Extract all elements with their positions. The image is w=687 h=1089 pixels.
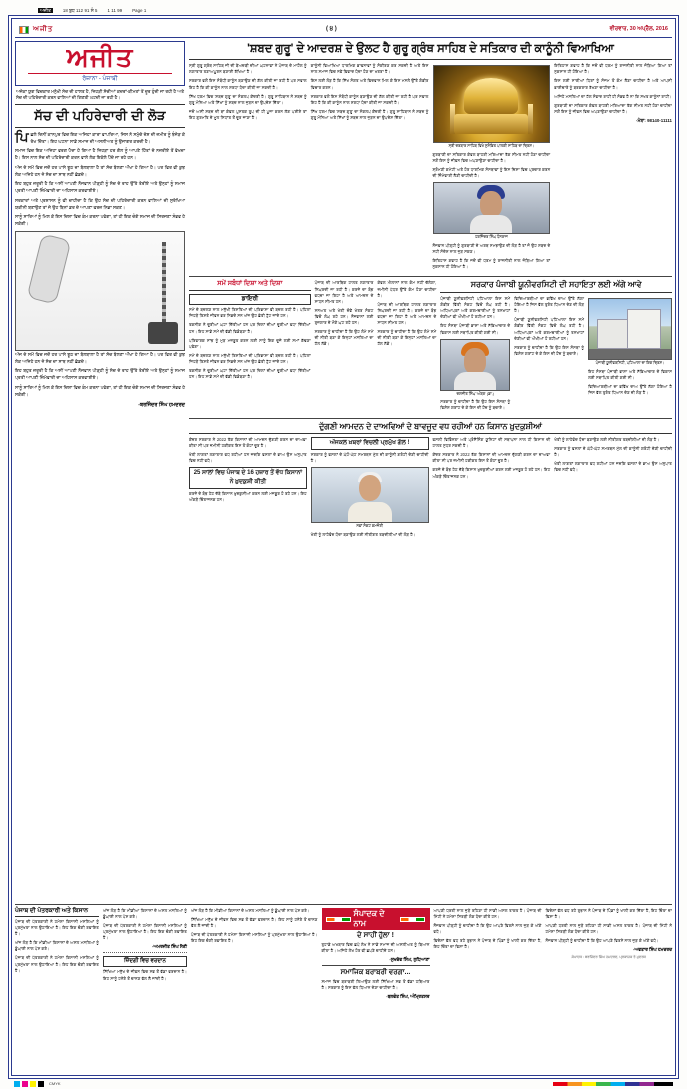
bottom-col-5 <box>434 908 542 1072</box>
farmer-leader-caption: ਨਵਾਂ ਸੰਕਟ ਕਮਜ਼ੋਰੀ <box>356 523 383 528</box>
farmer-col-3 <box>433 437 551 541</box>
diary-title: ਸਮੇਂ ਸਬੰਧਾਂ ਦਿਸ਼ਾ ਅਤੇ ਦਿਸ਼ਾ <box>189 280 311 291</box>
univ-c1-p0: ਪੰਜਾਬੀ ਯੂਨੀਵਰਸਿਟੀ ਪਟਿਆਲਾ ਇਸ ਸਮੇਂ ਗੰਭੀਰ ਵਿੱਤੀ ਸੰਕਟ ਵਿਚੋਂ ਲੰਘ ਰਹੀ ਹੈ। ਅਧਿਆਪਕਾਂ ਅਤੇ ਕਰਮਚਾਰੀਆਂ ਨੂੰ ਤਨਖਾਹਾਂ ਦੇਣੀਆਂ ਵੀ ਔਖੀਆਂ ਹੋ ਰਹੀਆਂ ਹਨ। <box>440 296 511 320</box>
farm-c1-p0: ਕੇਂਦਰ ਸਰਕਾਰ ਨੇ 2022 ਤੱਕ ਕਿਸਾਨਾਂ ਦੀ ਆਮਦਨ ਦੁੱਗਣੀ ਕਰਨ ਦਾ ਦਾਅਵਾ ਕੀਤਾ ਸੀ ਪਰ ਜ਼ਮੀਨੀ ਹਕੀਕਤ ਇਸ ਤੋਂ ਕੋਹਾਂ ਦੂਰ ਹੈ। <box>189 437 307 449</box>
bottom-right-byline: -ਅਵਤਾਰ ਸਿੰਘ ਹਮਦਰਦ <box>633 947 672 953</box>
bottom-col-1 <box>15 908 99 1072</box>
bottom-col-2 <box>103 908 187 1072</box>
farmer-subbox-title: ਅੱਜਕਲ ਖ਼ਬਰਾਂ ਵਿਚਲੀ ਪ੍ਰਮੁੱਖ ਗੱਲ ! <box>311 437 429 450</box>
golden-palki-photo <box>433 65 551 143</box>
b6-p0: ਵਿਦੇਸ਼ਾਂ ਵੱਲ ਵਧ ਰਹੇ ਰੁਝਾਨ ਨੇ ਪੰਜਾਬ ਦੇ ਪਿੰਡਾਂ ਨੂੰ ਖਾਲੀ ਕਰ ਦਿੱਤਾ ਹੈ, ਇਹ ਚਿੰਤਾ ਦਾ ਵਿਸ਼ਾ ਹੈ। <box>545 908 672 920</box>
india-flag-icon <box>19 26 29 34</box>
farmer-col-4 <box>554 437 672 541</box>
bottom-section <box>15 904 672 1072</box>
diary-p1: ਤਕਨੀਕ ਨੇ ਦੂਰੀਆਂ ਘਟਾ ਦਿੱਤੀਆਂ ਹਨ ਪਰ ਦਿਲਾਂ ਦੀਆਂ ਦੂਰੀਆਂ ਵਧਾ ਦਿੱਤੀਆਂ ਹਨ। ਇਹ ਸਾਡੇ ਸਮੇਂ ਦੀ ਵੱਡੀ ਵਿਡੰਬਣਾ ਹੈ। <box>189 322 311 334</box>
editorial-cont-para-1: ਇਹ ਬਹੁਤ ਜ਼ਰੂਰੀ ਹੈ ਕਿ ਅਸੀਂ ਆਪਣੀ ਨੌਜਵਾਨ ਪੀੜ੍ਹੀ ਨੂੰ ਸੱਚ ਦੇ ਰਾਹ ਉੱਤੇ ਤੋਰੀਏ ਅਤੇ ਉਨ੍ਹਾਂ ਨੂੰ ਸਮਾਜ ਪ੍ਰਤੀ ਆਪਣੀ ਜ਼ਿੰਮੇਵਾਰੀ ਦਾ ਅਹਿਸਾਸ ਕਰਵਾਈਏ। <box>15 368 185 381</box>
diary-kicker: ਡਾਇਰੀ <box>189 294 311 305</box>
lead-story <box>189 41 672 273</box>
lead-col-2 <box>311 63 429 273</box>
lead-c2-p3: ਸਿੱਖ ਧਰਮ ਵਿਚ 'ਸ਼ਬਦ ਗੁਰੂ' ਦਾ ਸੰਕਲਪ ਕੇਂਦਰੀ ਹੈ। ਗੁਰੂ ਸਾਹਿਬਾਨ ਨੇ ਸ਼ਬਦ ਨੂੰ ਗੁਰੂ ਮੰਨਿਆ ਅਤੇ ਸਿੱਖਾਂ ਨੂੰ ਸ਼ਬਦ ਨਾਲ ਜੁੜਨ ਦਾ ਉਪਦੇਸ਼ ਦਿੱਤਾ। <box>310 108 429 120</box>
b6-p2: ਨੌਜਵਾਨ ਪੀੜ੍ਹੀ ਨੂੰ ਚਾਹੀਦਾ ਹੈ ਕਿ ਉਹ ਆਪਣੇ ਵਿਰਸੇ ਨਾਲ ਜੁੜ ਕੇ ਅੱਗੇ ਵਧੇ। <box>545 938 659 944</box>
bottom-col-3 <box>191 908 318 1072</box>
university-building-photo <box>588 298 672 360</box>
editorial-signature: -ਬਰਜਿੰਦਰ ਸਿੰਘ ਹਮਦਰਦ <box>138 402 185 409</box>
lead-columns <box>189 63 672 273</box>
univ-c1-p2: ਸਰਕਾਰ ਨੂੰ ਚਾਹੀਦਾ ਹੈ ਕਿ ਉਹ ਇਸ ਸੰਸਥਾ ਨੂੰ ਵਿਸ਼ੇਸ਼ ਗਰਾਂਟ ਦੇ ਕੇ ਇਸ ਦੀ ਹੋਂਦ ਨੂੰ ਬਚਾਏ। <box>440 399 511 411</box>
lead-end-credit: -ਮੋਬਾ: 98140-11111 <box>636 117 672 123</box>
editorial-cont-para-2: ਸਾਨੂੰ ਸਾਰਿਆਂ ਨੂੰ ਮਿਲ ਕੇ ਇਸ ਦਿਸ਼ਾ ਵਿਚ ਕੰਮ ਕਰਨਾ ਪਵੇਗਾ, ਤਾਂ ਹੀ ਇਕ ਚੰਗੇ ਸਮਾਜ ਦੀ ਸਿਰਜਣਾ ਸੰਭਵ ਹੋ ਸਕੇਗੀ। <box>15 384 185 397</box>
handcuff-illustration-photo <box>15 231 185 351</box>
farm-c2-p0: ਸਰਕਾਰ ਨੂੰ ਫਸਲਾਂ ਦੇ ਘੱਟੋ-ਘੱਟ ਸਮਰਥਨ ਮੁੱਲ ਦੀ ਕਾਨੂੰਨੀ ਗਰੰਟੀ ਦੇਣੀ ਚਾਹੀਦੀ ਹੈ। <box>310 451 429 463</box>
farmer-col-1 <box>189 437 307 541</box>
print-header-seg-0: 18 ਬੁਧ 112 91 ਸੰ 5 <box>62 8 98 13</box>
committee-author-portrait <box>440 339 510 391</box>
page-number: ( ੪ ) <box>326 26 337 32</box>
university-title: ਸਰਕਾਰ ਪੰਜਾਬੀ ਯੂਨੀਵਰਸਿਟੀ ਦੀ ਸਹਾਇਤਾ ਲਈ ਅੱਗੇ ਆਵੇ <box>440 280 672 293</box>
logo-rule <box>28 73 172 74</box>
print-header-name: ਅਜੀਤ <box>40 8 51 13</box>
lead-c2-p1: ਇਸ ਲਈ ਲੋੜ ਹੈ ਕਿ ਸਿੱਖ ਸੰਗਤ ਅਤੇ ਵਿਦਵਾਨ ਮਿਲ ਕੇ ਇਸ ਮਸਲੇ ਉੱਤੇ ਗੰਭੀਰ ਵਿਚਾਰ ਕਰਨ। <box>310 78 429 90</box>
leader-portrait-photo <box>311 467 429 523</box>
editorial-body <box>15 128 185 228</box>
econ-c1-p1: ਸਨਅਤ ਅਤੇ ਖੇਤੀ ਦੋਵੇਂ ਖੇਤਰ ਸੰਕਟ ਵਿਚੋਂ ਲੰਘ ਰਹੇ ਹਨ। ਨੌਜਵਾਨਾਂ ਲਈ ਰੁਜ਼ਗਾਰ ਦੇ ਮੌਕੇ ਘਟ ਰਹੇ ਹਨ। <box>314 307 374 325</box>
farmer-col-2 <box>311 437 429 541</box>
masthead-center-tag: ਅਜੀਤ <box>33 25 54 33</box>
letters-section <box>322 908 430 1072</box>
lead-headline: 'ਸ਼ਬਦ ਗੁਰੂ' ਦੇ ਆਦਰਸ਼ ਦੇ ਉਲਟ ਹੈ ਗੁਰੂ ਗ੍ਰੰਥ ਸਾਹਿਬ ਦੇ ਸਤਿਕਾਰ ਦੀ ਕਾਨੂੰਨੀ ਵਿਆਖਿਆ <box>189 41 672 60</box>
letter-1-title: ਦੇ ਸਾਹੀਂ ਹੁੱਲਾ ! <box>357 932 394 939</box>
diary-article <box>189 280 311 414</box>
univ-c1-p1: ਇਹ ਸੰਸਥਾ ਪੰਜਾਬੀ ਭਾਸ਼ਾ ਅਤੇ ਸੱਭਿਆਚਾਰ ਦੇ ਵਿਕਾਸ ਲਈ ਸਥਾਪਿਤ ਕੀਤੀ ਗਈ ਸੀ। <box>440 323 511 335</box>
farm-c1-p1: ਖੇਤੀ ਲਾਗਤਾਂ ਲਗਾਤਾਰ ਵਧ ਰਹੀਆਂ ਹਨ ਜਦਕਿ ਫਸਲਾਂ ਦੇ ਭਾਅ ਉਸ ਅਨੁਪਾਤ ਵਿਚ ਨਹੀਂ ਵਧੇ। <box>189 452 307 464</box>
univ-col-2 <box>514 296 584 414</box>
economy-col-2 <box>377 280 436 414</box>
b5-p2: ਵਿਦੇਸ਼ਾਂ ਵੱਲ ਵਧ ਰਹੇ ਰੁਝਾਨ ਨੇ ਪੰਜਾਬ ਦੇ ਪਿੰਡਾਂ ਨੂੰ ਖਾਲੀ ਕਰ ਦਿੱਤਾ ਹੈ, ਇਹ ਚਿੰਤਾ ਦਾ ਵਿਸ਼ਾ ਹੈ। <box>433 938 542 950</box>
lead-c1-p2: ਸਿੱਖ ਧਰਮ ਵਿਚ 'ਸ਼ਬਦ ਗੁਰੂ' ਦਾ ਸੰਕਲਪ ਕੇਂਦਰੀ ਹੈ। ਗੁਰੂ ਸਾਹਿਬਾਨ ਨੇ ਸ਼ਬਦ ਨੂੰ ਗੁਰੂ ਮੰਨਿਆ ਅਤੇ ਸਿੱਖਾਂ ਨੂੰ ਸ਼ਬਦ ਨਾਲ ਜੁੜਨ ਦਾ ਉਪਦੇਸ਼ ਦਿੱਤਾ। <box>189 93 307 105</box>
editorial-para-3: ਇਹ ਬਹੁਤ ਜ਼ਰੂਰੀ ਹੈ ਕਿ ਅਸੀਂ ਆਪਣੀ ਨੌਜਵਾਨ ਪੀੜ੍ਹੀ ਨੂੰ ਸੱਚ ਦੇ ਰਾਹ ਉੱਤੇ ਤੋਰੀਏ ਅਤੇ ਉਨ੍ਹਾਂ ਨੂੰ ਸਮਾਜ ਪ੍ਰਤੀ ਆਪਣੀ ਜ਼ਿੰਮੇਵਾਰੀ ਦਾ ਅਹਿਸਾਸ ਕਰਵਾਈਏ। <box>15 181 185 194</box>
cmyk-label: CMYK <box>49 1081 61 1086</box>
letter-1-body: ਤੁਹਾਡੇ ਅਖਬਾਰ ਵਿਚ ਛਪੇ ਲੇਖ ਨੇ ਸਾਡੇ ਸਮਾਜ ਦੀ ਅਸਲੀਅਤ ਨੂੰ ਬਿਆਨ ਕੀਤਾ ਹੈ। ਅਜਿਹੇ ਲੇਖ ਹੋਰ ਵੀ ਛਪਣੇ ਚਾਹੀਦੇ ਹਨ। <box>321 942 430 954</box>
cmyk-registration-bar <box>14 1081 61 1087</box>
b3-p2: ਪੰਜਾਬ ਦੀ ਪੱਤਰਕਾਰੀ ਨੇ ਹਮੇਸ਼ਾ ਕਿਸਾਨੀ ਮਸਲਿਆਂ ਨੂੰ ਪ੍ਰਮੁੱਖਤਾ ਨਾਲ ਉਠਾਇਆ ਹੈ। ਇਹ ਇਕ ਚੰਗੀ ਰਵਾਇਤ ਹੈ। <box>191 932 318 944</box>
lead-c3-p2: ਨੌਜਵਾਨ ਪੀੜ੍ਹੀ ਨੂੰ ਗੁਰਬਾਣੀ ਦੇ ਅਰਥ ਸਮਝਾਉਣ ਦੀ ਲੋੜ ਹੈ ਤਾਂ ਜੋ ਉਹ ਸ਼ਬਦ ਦੇ ਸਹੀ ਸੰਦੇਸ਼ ਨਾਲ ਜੁੜ ਸਕਣ। <box>432 243 551 255</box>
farm-c4-p0: ਖੇਤੀ ਨੂੰ ਲਾਹੇਵੰਦ ਧੰਦਾ ਬਣਾਉਣ ਲਈ ਨੀਤੀਗਤ ਤਬਦੀਲੀਆਂ ਦੀ ਲੋੜ ਹੈ। <box>554 437 660 443</box>
lead-c4-p0: ਇਤਿਹਾਸ ਗਵਾਹ ਹੈ ਕਿ ਜਦੋਂ ਵੀ ਧਰਮ ਨੂੰ ਰਾਜਨੀਤੀ ਨਾਲ ਜੋੜਿਆ ਗਿਆ ਤਾਂ ਨੁਕਸਾਨ ਹੀ ਹੋਇਆ ਹੈ। <box>554 63 672 75</box>
print-header-strip <box>8 6 679 15</box>
lead-author-caption: ਹਰਜਿੰਦਰ ਸਿੰਘ ਧੰਨਰਾਜ <box>475 235 508 240</box>
b5-p0: ਆਪਣੀ ਧਰਤੀ ਨਾਲ ਜੁੜੇ ਰਹਿਣਾ ਹੀ ਸਾਡੀ ਅਸਲ ਤਾਕਤ ਹੈ। ਪੰਜਾਬ ਦੀ ਮਿੱਟੀ ਨੇ ਹਮੇਸ਼ਾ ਸਿਰੜੀ ਲੋਕ ਪੈਦਾ ਕੀਤੇ ਹਨ। <box>433 908 542 920</box>
diary-p0: ਸਮੇਂ ਦੇ ਬਦਲਣ ਨਾਲ ਮਨੁੱਖੀ ਰਿਸ਼ਤਿਆਂ ਦੀ ਪਰਿਭਾਸ਼ਾ ਵੀ ਬਦਲ ਰਹੀ ਹੈ। ਪਹਿਲਾਂ ਜਿਹੜੇ ਰਿਸ਼ਤੇ ਜੀਵਨ ਭਰ ਨਿਭਦੇ ਸਨ ਅੱਜ ਉਹ ਛੇਤੀ ਟੁੱਟ ਜਾਂਦੇ ਹਨ। <box>189 307 311 319</box>
letter-2-title: ਸਮਾਜਿਕ ਬਰਾਬਰੀ ਵਰਗਾ... <box>340 969 411 977</box>
economy-col-1 <box>315 280 374 414</box>
divider-2 <box>189 418 672 419</box>
letter-2-sign: -ਬਲਵੰਤ ਸਿੰਘ, ਅੰਮ੍ਰਿਤਸਰ <box>386 994 430 1000</box>
economy-article <box>315 280 437 414</box>
econ-c2-p0: ਕੇਵਲ ਐਲਾਨਾਂ ਨਾਲ ਕੰਮ ਨਹੀਂ ਚੱਲੇਗਾ, ਜ਼ਮੀਨੀ ਪੱਧਰ ਉੱਤੇ ਕੰਮ ਹੋਣਾ ਚਾਹੀਦਾ ਹੈ। <box>377 280 437 298</box>
masthead-bar <box>15 22 672 38</box>
bl-p2: ਪੰਜਾਬ ਦੀ ਪੱਤਰਕਾਰੀ ਨੇ ਹਮੇਸ਼ਾ ਕਿਸਾਨੀ ਮਸਲਿਆਂ ਨੂੰ ਪ੍ਰਮੁੱਖਤਾ ਨਾਲ ਉਠਾਇਆ ਹੈ। ਇਹ ਇਕ ਚੰਗੀ ਰਵਾਇਤ ਹੈ। <box>15 955 99 973</box>
flag-bar-icon-2 <box>400 917 425 922</box>
bottom-divider-dotted <box>103 952 187 953</box>
lead-c3-p1: ਸ਼੍ਰੋਮਣੀ ਕਮੇਟੀ ਅਤੇ ਹੋਰ ਧਾਰਮਿਕ ਸੰਸਥਾਵਾਂ ਨੂੰ ਇਸ ਦਿਸ਼ਾ ਵਿਚ ਪ੍ਰਚਾਰ ਕਰਨ ਦੀ ਜ਼ਿੰਮੇਵਾਰੀ ਲੈਣੀ ਚਾਹੀਦੀ ਹੈ। <box>432 167 551 179</box>
lead-c3-p0: ਗੁਰਬਾਣੀ ਦਾ ਸਤਿਕਾਰ ਕੇਵਲ ਬਾਹਰੀ ਮਰਿਆਦਾ ਤੱਕ ਸੀਮਤ ਨਹੀਂ ਹੋਣਾ ਚਾਹੀਦਾ ਸਗੋਂ ਇਸ ਨੂੰ ਜੀਵਨ ਵਿਚ ਅਪਣਾਉਣਾ ਚਾਹੀਦਾ ਹੈ। <box>432 151 551 164</box>
bottom-col-6 <box>546 908 673 1072</box>
farm-c3-p2: ਕਰਜ਼ੇ ਦੇ ਬੋਝ ਹੇਠ ਦੱਬੇ ਕਿਸਾਨ ਖ਼ੁਦਕੁਸ਼ੀਆਂ ਕਰਨ ਲਈ ਮਜਬੂਰ ਹੋ ਰਹੇ ਹਨ। ਇਹ ਅੰਕੜੇ ਚਿੰਤਾਜਨਕ ਹਨ। <box>432 467 551 479</box>
farm-c4-p1: ਸਰਕਾਰ ਨੂੰ ਫਸਲਾਂ ਦੇ ਘੱਟੋ-ਘੱਟ ਸਮਰਥਨ ਮੁੱਲ ਦੀ ਕਾਨੂੰਨੀ ਗਰੰਟੀ ਦੇਣੀ ਚਾਹੀਦੀ ਹੈ। <box>554 446 672 458</box>
editorial-para-0: ਪਿਛਲੇ ਦਿਨੀਂ ਕਾਨਪੁਰ ਵਿਚ ਇਕ ਅਜਿਹਾ ਕਾਰਾ ਵਾਪਰਿਆ, ਜਿਸ ਨੇ ਸਮੁੱਚੇ ਦੇਸ਼ ਦੀ ਜ਼ਮੀਰ ਨੂੰ ਝੰਜੋੜ ਕੇ ਰੱਖ ਦਿੱਤਾ। ਇਹ ਘਟਨਾ ਸਾਡੇ ਸਮਾਜ ਦੀ ਅਸਲੀਅਤ ਨੂੰ ਉਜਾਗਰ ਕਰਦੀ ਹੈ। <box>15 128 185 145</box>
lead-col-3 <box>433 63 551 273</box>
b3-p1: ਸਿੱਖਿਆ ਮਨੁੱਖ ਦੇ ਜੀਵਨ ਵਿਚ ਸਭ ਤੋਂ ਵੱਡਾ ਵਰਦਾਨ ਹੈ। ਇਹ ਸਾਨੂੰ ਹਨੇਰੇ ਤੋਂ ਚਾਨਣ ਵੱਲ ਲੈ ਜਾਂਦੀ ਹੈ। <box>191 917 318 929</box>
b5-p1: ਨੌਜਵਾਨ ਪੀੜ੍ਹੀ ਨੂੰ ਚਾਹੀਦਾ ਹੈ ਕਿ ਉਹ ਆਪਣੇ ਵਿਰਸੇ ਨਾਲ ਜੁੜ ਕੇ ਅੱਗੇ ਵਧੇ। <box>433 923 542 935</box>
lead-c2-p2: ਸਰਕਾਰ ਵਲੋਂ ਇਸ ਸੰਬੰਧੀ ਕਾਨੂੰਨ ਬਣਾਉਣ ਦੀ ਗੱਲ ਕੀਤੀ ਜਾ ਰਹੀ ਹੈ ਪਰ ਸਵਾਲ ਇਹ ਹੈ ਕਿ ਕੀ ਕਾਨੂੰਨ ਨਾਲ ਸ਼ਰਧਾ ਪੈਦਾ ਕੀਤੀ ਜਾ ਸਕਦੀ ਹੈ। <box>310 93 429 105</box>
univ-c2-p1: ਪੰਜਾਬੀ ਯੂਨੀਵਰਸਿਟੀ ਪਟਿਆਲਾ ਇਸ ਸਮੇਂ ਗੰਭੀਰ ਵਿੱਤੀ ਸੰਕਟ ਵਿਚੋਂ ਲੰਘ ਰਹੀ ਹੈ। ਅਧਿਆਪਕਾਂ ਅਤੇ ਕਰਮਚਾਰੀਆਂ ਨੂੰ ਤਨਖਾਹਾਂ ਦੇਣੀਆਂ ਵੀ ਔਖੀਆਂ ਹੋ ਰਹੀਆਂ ਹਨ। <box>514 317 585 341</box>
econ-c2-p2: ਸਰਕਾਰ ਨੂੰ ਚਾਹੀਦਾ ਹੈ ਕਿ ਉਹ ਲੰਮੇ ਸਮੇਂ ਦੀ ਨੀਤੀ ਬਣਾ ਕੇ ਇਨ੍ਹਾਂ ਮਸਲਿਆਂ ਦਾ ਹੱਲ ਲੱਭੇ। <box>377 329 437 347</box>
author-portrait-photo <box>433 182 551 234</box>
b2-p1: ਪੰਜਾਬ ਦੀ ਪੱਤਰਕਾਰੀ ਨੇ ਹਮੇਸ਼ਾ ਕਿਸਾਨੀ ਮਸਲਿਆਂ ਨੂੰ ਪ੍ਰਮੁੱਖਤਾ ਨਾਲ ਉਠਾਇਆ ਹੈ। ਇਹ ਇਕ ਚੰਗੀ ਰਵਾਇਤ ਹੈ। <box>103 923 187 941</box>
bottom-left-title: ਪੰਜਾਬ ਦੀ ਪੱਤਰਕਾਰੀ ਅਤੇ ਕਿਸਾਨ <box>15 908 99 917</box>
farm-c4-p2: ਖੇਤੀ ਲਾਗਤਾਂ ਲਗਾਤਾਰ ਵਧ ਰਹੀਆਂ ਹਨ ਜਦਕਿ ਫਸਲਾਂ ਦੇ ਭਾਅ ਉਸ ਅਨੁਪਾਤ ਵਿਚ ਨਹੀਂ ਵਧੇ। <box>554 461 672 473</box>
lead-c2-p0: ਕਾਨੂੰਨੀ ਵਿਆਖਿਆ ਧਾਰਮਿਕ ਭਾਵਨਾਵਾਂ ਨੂੰ ਸੰਕੀਰਣ ਕਰ ਸਕਦੀ ਹੈ ਅਤੇ ਇਸ ਨਾਲ ਸਮਾਜ ਵਿਚ ਨਵੇਂ ਵਿਵਾਦ ਪੈਦਾ ਹੋਣ ਦਾ ਖਤਰਾ ਹੈ। <box>310 63 429 75</box>
diary-p3: ਸਮੇਂ ਦੇ ਬਦਲਣ ਨਾਲ ਮਨੁੱਖੀ ਰਿਸ਼ਤਿਆਂ ਦੀ ਪਰਿਭਾਸ਼ਾ ਵੀ ਬਦਲ ਰਹੀ ਹੈ। ਪਹਿਲਾਂ ਜਿਹੜੇ ਰਿਸ਼ਤੇ ਜੀਵਨ ਭਰ ਨਿਭਦੇ ਸਨ ਅੱਜ ਉਹ ਛੇਤੀ ਟੁੱਟ ਜਾਂਦੇ ਹਨ। <box>189 352 311 364</box>
farm-c1-p2: ਕਰਜ਼ੇ ਦੇ ਬੋਝ ਹੇਠ ਦੱਬੇ ਕਿਸਾਨ ਖ਼ੁਦਕੁਸ਼ੀਆਂ ਕਰਨ ਲਈ ਮਜਬੂਰ ਹੋ ਰਹੇ ਹਨ। ਇਹ ਅੰਕੜੇ ਚਿੰਤਾਜਨਕ ਹਨ। <box>189 490 307 502</box>
univ-c3-p1: ਵਿਦਿਆਰਥੀਆਂ ਦਾ ਭਵਿੱਖ ਦਾਅ ਉੱਤੇ ਲੱਗਾ ਹੋਇਆ ਹੈ ਜਿਸ ਵੱਲ ਤੁਰੰਤ ਧਿਆਨ ਦੇਣ ਦੀ ਲੋੜ ਹੈ। <box>588 383 672 396</box>
lead-c4-p2: ਅਜਿਹੇ ਮਸਲਿਆਂ ਦਾ ਹੱਲ ਸੰਵਾਦ ਰਾਹੀਂ ਹੀ ਸੰਭਵ ਹੈ ਨਾ ਕਿ ਸਖਤ ਕਾਨੂੰਨਾਂ ਰਾਹੀਂ। <box>554 93 672 99</box>
lead-col-4 <box>554 63 672 273</box>
univ-author-caption: ਦਲਜੀਤ ਸਿੰਘ 'ਅੰਬਰ' (ਡਾ.) <box>456 391 494 396</box>
editorial-para-2: ਅੱਜ ਦੇ ਸਮੇਂ ਵਿਚ ਜਦੋਂ ਹਰ ਪਾਸੇ ਝੂਠ ਦਾ ਬੋਲਬਾਲਾ ਹੈ ਤਾਂ ਸੱਚ ਬੋਲਣਾ ਔਖਾ ਹੋ ਗਿਆ ਹੈ। ਪਰ ਫਿਰ ਵੀ ਕੁਝ ਲੋਕ ਅਜਿਹੇ ਹਨ ਜੋ ਸੱਚ ਦਾ ਸਾਥ ਨਹੀਂ ਛੱਡਦੇ। <box>15 164 185 177</box>
diary-p4: ਤਕਨੀਕ ਨੇ ਦੂਰੀਆਂ ਘਟਾ ਦਿੱਤੀਆਂ ਹਨ ਪਰ ਦਿਲਾਂ ਦੀਆਂ ਦੂਰੀਆਂ ਵਧਾ ਦਿੱਤੀਆਂ ਹਨ। ਇਹ ਸਾਡੇ ਸਮੇਂ ਦੀ ਵੱਡੀ ਵਿਡੰਬਣਾ ਹੈ। <box>189 367 311 380</box>
letter-1-sign: -ਸੁਖਦੇਵ ਸਿੰਘ, ਲੁਧਿਆਣਾ <box>389 957 430 963</box>
editorial-para-4: ਸਰਕਾਰਾਂ ਅਤੇ ਪ੍ਰਸ਼ਾਸਨ ਨੂੰ ਵੀ ਚਾਹੀਦਾ ਹੈ ਕਿ ਉਹ ਸੱਚ ਦੀ ਪਹਿਰੇਦਾਰੀ ਕਰਨ ਵਾਲਿਆਂ ਦੀ ਸੁਰੱਖਿਆ ਯਕੀਨੀ ਬਣਾਉਣ ਤਾਂ ਜੋ ਉਹ ਬਿਨਾਂ ਡਰ ਦੇ ਆਪਣਾ ਫਰਜ਼ ਨਿਭਾ ਸਕਣ। <box>15 197 185 210</box>
university-article <box>440 280 672 414</box>
flag-bar-icon <box>326 917 351 922</box>
univ-col-3 <box>588 296 672 414</box>
color-strip <box>553 1082 673 1086</box>
editorial-cont-para-0: ਅੱਜ ਦੇ ਸਮੇਂ ਵਿਚ ਜਦੋਂ ਹਰ ਪਾਸੇ ਝੂਠ ਦਾ ਬੋਲਬਾਲਾ ਹੈ ਤਾਂ ਸੱਚ ਬੋਲਣਾ ਔਖਾ ਹੋ ਗਿਆ ਹੈ। ਪਰ ਫਿਰ ਵੀ ਕੁਝ ਲੋਕ ਅਜਿਹੇ ਹਨ ਜੋ ਸੱਚ ਦਾ ਸਾਥ ਨਹੀਂ ਛੱਡਦੇ। <box>15 351 185 364</box>
letters-divider <box>322 965 430 966</box>
farm-c2-p1: ਖੇਤੀ ਨੂੰ ਲਾਹੇਵੰਦ ਧੰਦਾ ਬਣਾਉਣ ਲਈ ਨੀਤੀਗਤ ਤਬਦੀਲੀਆਂ ਦੀ ਲੋੜ ਹੈ। <box>310 531 416 537</box>
b2-p0: ਅੱਜ ਲੋੜ ਹੈ ਕਿ ਮੀਡੀਆ ਕਿਸਾਨਾਂ ਦੇ ਅਸਲ ਮਸਲਿਆਂ ਨੂੰ ਡੂੰਘਾਈ ਨਾਲ ਪੇਸ਼ ਕਰੇ। <box>103 908 187 920</box>
print-header-seg-1: 1 11 99 <box>107 8 123 13</box>
bl-p1: ਅੱਜ ਲੋੜ ਹੈ ਕਿ ਮੀਡੀਆ ਕਿਸਾਨਾਂ ਦੇ ਅਸਲ ਮਸਲਿਆਂ ਨੂੰ ਡੂੰਘਾਈ ਨਾਲ ਪੇਸ਼ ਕਰੇ। <box>15 940 99 952</box>
farmer-title: ਦੁੱਗਣੀ ਆਮਦਨ ਦੇ ਦਾਅਵਿਆਂ ਦੇ ਬਾਵਜੂਦ ਵਧ ਰਹੀਆਂ ਹਨ ਕਿਸਾਨ ਖ਼ੁਦਕੁਸ਼ੀਆਂ <box>189 422 672 435</box>
b2-p2: ਸਿੱਖਿਆ ਮਨੁੱਖ ਦੇ ਜੀਵਨ ਵਿਚ ਸਭ ਤੋਂ ਵੱਡਾ ਵਰਦਾਨ ਹੈ। ਇਹ ਸਾਨੂੰ ਹਨੇਰੇ ਤੋਂ ਚਾਨਣ ਵੱਲ ਲੈ ਜਾਂਦੀ ਹੈ। <box>103 969 187 981</box>
lead-c4-p3: ਗੁਰਬਾਣੀ ਦਾ ਸਤਿਕਾਰ ਕੇਵਲ ਬਾਹਰੀ ਮਰਿਆਦਾ ਤੱਕ ਸੀਮਤ ਨਹੀਂ ਹੋਣਾ ਚਾਹੀਦਾ ਸਗੋਂ ਇਸ ਨੂੰ ਜੀਵਨ ਵਿਚ ਅਪਣਾਉਣਾ ਚਾਹੀਦਾ ਹੈ। <box>554 102 672 114</box>
b6-p1: ਆਪਣੀ ਧਰਤੀ ਨਾਲ ਜੁੜੇ ਰਹਿਣਾ ਹੀ ਸਾਡੀ ਅਸਲ ਤਾਕਤ ਹੈ। ਪੰਜਾਬ ਦੀ ਮਿੱਟੀ ਨੇ ਹਮੇਸ਼ਾ ਸਿਰੜੀ ਲੋਕ ਪੈਦਾ ਕੀਤੇ ਹਨ। <box>545 923 672 935</box>
divider-1 <box>189 276 672 277</box>
farm-c3-p0: ਫਸਲੀ ਵਿਭਿੰਨਤਾ ਅਤੇ ਪ੍ਰੋਸੈਸਿੰਗ ਯੂਨਿਟਾਂ ਦੀ ਸਥਾਪਨਾ ਨਾਲ ਹੀ ਕਿਸਾਨ ਦੀ ਹਾਲਤ ਸੁਧਰ ਸਕਦੀ ਹੈ। <box>432 437 551 449</box>
masthead-logo-box <box>15 41 185 86</box>
bl-p0: ਪੰਜਾਬ ਦੀ ਪੱਤਰਕਾਰੀ ਨੇ ਹਮੇਸ਼ਾ ਕਿਸਾਨੀ ਮਸਲਿਆਂ ਨੂੰ ਪ੍ਰਮੁੱਖਤਾ ਨਾਲ ਉਠਾਇਆ ਹੈ। ਇਹ ਇਕ ਚੰਗੀ ਰਵਾਇਤ ਹੈ। <box>15 919 99 937</box>
lead-col-1 <box>189 63 307 273</box>
lead-c1-p1: ਸਰਕਾਰ ਵਲੋਂ ਇਸ ਸੰਬੰਧੀ ਕਾਨੂੰਨ ਬਣਾਉਣ ਦੀ ਗੱਲ ਕੀਤੀ ਜਾ ਰਹੀ ਹੈ ਪਰ ਸਵਾਲ ਇਹ ਹੈ ਕਿ ਕੀ ਕਾਨੂੰਨ ਨਾਲ ਸ਼ਰਧਾ ਪੈਦਾ ਕੀਤੀ ਜਾ ਸਕਦੀ ਹੈ। <box>189 78 307 90</box>
page-footbar <box>8 1079 679 1088</box>
lead-c3-p3: ਇਤਿਹਾਸ ਗਵਾਹ ਹੈ ਕਿ ਜਦੋਂ ਵੀ ਧਰਮ ਨੂੰ ਰਾਜਨੀਤੀ ਨਾਲ ਜੋੜਿਆ ਗਿਆ ਤਾਂ ਨੁਕਸਾਨ ਹੀ ਹੋਇਆ ਹੈ। <box>432 258 551 270</box>
mid-band <box>189 280 672 414</box>
farmer-stat-note: 25 ਸਾਲਾਂ ਵਿਚ ਪੰਜਾਬ ਦੇ 16 ਹਜ਼ਾਰ ਤੋਂ ਵੱਧ ਕਿਸਾਨਾਂ ਨੇ ਖ਼ੁਦਕੁਸ਼ੀ ਕੀਤੀ <box>189 467 307 488</box>
editorial-para-1: ਸਮਾਜ ਵਿਚ ਇਕ ਅਜਿਹਾ ਵਰਗ ਪੈਦਾ ਹੋ ਗਿਆ ਹੈ ਜਿਹੜਾ ਹਰ ਗੱਲ ਨੂੰ ਆਪਣੇ ਹਿੱਤਾਂ ਦੇ ਨਜ਼ਰੀਏ ਤੋਂ ਵੇਖਦਾ ਹੈ। ਇਸ ਨਾਲ ਸੱਚ ਦੀ ਪਹਿਰੇਦਾਰੀ ਕਰਨ ਵਾਲੇ ਲੋਕ ਇਕੱਲੇ ਪੈਂਦੇ ਜਾ ਰਹੇ ਹਨ। <box>15 148 185 161</box>
univ-c3-p0: ਇਹ ਸੰਸਥਾ ਪੰਜਾਬੀ ਭਾਸ਼ਾ ਅਤੇ ਸੱਭਿਆਚਾਰ ਦੇ ਵਿਕਾਸ ਲਈ ਸਥਾਪਿਤ ਕੀਤੀ ਗਈ ਸੀ। <box>588 368 672 380</box>
lead-c4-p1: ਇਸ ਲਈ ਸਾਰੀਆਂ ਧਿਰਾਂ ਨੂੰ ਸੰਜਮ ਤੋਂ ਕੰਮ ਲੈਣਾ ਚਾਹੀਦਾ ਹੈ ਅਤੇ ਆਪਸੀ ਭਾਈਚਾਰੇ ਨੂੰ ਬਰਕਰਾਰ ਰੱਖਣਾ ਚਾਹੀਦਾ ਹੈ। <box>554 78 672 90</box>
print-header-seg-2: Page 1 <box>132 8 147 13</box>
editorial-para-5: ਸਾਨੂੰ ਸਾਰਿਆਂ ਨੂੰ ਮਿਲ ਕੇ ਇਸ ਦਿਸ਼ਾ ਵਿਚ ਕੰਮ ਕਰਨਾ ਪਵੇਗਾ, ਤਾਂ ਹੀ ਇਕ ਚੰਗੇ ਸਮਾਜ ਦੀ ਸਿਰਜਣਾ ਸੰਭਵ ਹੋ ਸਕੇਗੀ। <box>15 214 185 227</box>
lead-photo-caption: ਸ੍ਰੀ ਦਰਬਾਰ ਸਾਹਿਬ ਵਿਖੇ ਸੁਸ਼ੋਭਿਤ ਪਾਲਕੀ ਸਾਹਿਬ ਦਾ ਦ੍ਰਿਸ਼। <box>448 144 535 149</box>
econ-c1-p2: ਸਰਕਾਰ ਨੂੰ ਚਾਹੀਦਾ ਹੈ ਕਿ ਉਹ ਲੰਮੇ ਸਮੇਂ ਦੀ ਨੀਤੀ ਬਣਾ ਕੇ ਇਨ੍ਹਾਂ ਮਸਲਿਆਂ ਦਾ ਹੱਲ ਲੱਭੇ। <box>314 329 374 347</box>
univ-c2-p2: ਸਰਕਾਰ ਨੂੰ ਚਾਹੀਦਾ ਹੈ ਕਿ ਉਹ ਇਸ ਸੰਸਥਾ ਨੂੰ ਵਿਸ਼ੇਸ਼ ਗਰਾਂਟ ਦੇ ਕੇ ਇਸ ਦੀ ਹੋਂਦ ਨੂੰ ਬਚਾਏ। <box>514 344 585 356</box>
univ-col-1 <box>440 296 510 414</box>
masthead-date: ਵੀਰਵਾਰ, 30 ਅਪ੍ਰੈਲ, 2016 <box>609 26 668 32</box>
univ-building-caption: ਪੰਜਾਬੀ ਯੂਨੀਵਰਸਿਟੀ, ਪਟਿਆਲਾ ਦਾ ਇਕ ਦ੍ਰਿਸ਼। <box>595 361 665 366</box>
footer-legal: ਸੰਪਾਦਕ : ਬਰਜਿੰਦਰ ਸਿੰਘ ਹਮਦਰਦ, ਪ੍ਰਕਾਸ਼ਕ ਤੇ ਮੁਦਰਕ <box>571 955 646 960</box>
masthead-logo-subtitle: ਰੋਜ਼ਾਨਾ - ਪੰਜਾਬੀ <box>82 76 118 82</box>
page-frame-inner <box>11 18 676 1076</box>
letters-masthead <box>322 908 430 930</box>
diary-p2: ਪਰਿਵਾਰਕ ਸਾਂਝ ਨੂੰ ਮੁੜ ਮਜ਼ਬੂਤ ਕਰਨ ਲਈ ਸਾਨੂੰ ਇਕ ਦੂਜੇ ਲਈ ਸਮਾਂ ਕੱਢਣਾ ਪਵੇਗਾ। <box>189 337 311 349</box>
farmer-story <box>189 422 672 541</box>
farm-c3-p1: ਕੇਂਦਰ ਸਰਕਾਰ ਨੇ 2022 ਤੱਕ ਕਿਸਾਨਾਂ ਦੀ ਆਮਦਨ ਦੁੱਗਣੀ ਕਰਨ ਦਾ ਦਾਅਵਾ ਕੀਤਾ ਸੀ ਪਰ ਜ਼ਮੀਨੀ ਹਕੀਕਤ ਇਸ ਤੋਂ ਕੋਹਾਂ ਦੂਰ ਹੈ। <box>432 452 551 464</box>
b3-p0: ਅੱਜ ਲੋੜ ਹੈ ਕਿ ਮੀਡੀਆ ਕਿਸਾਨਾਂ ਦੇ ਅਸਲ ਮਸਲਿਆਂ ਨੂੰ ਡੂੰਘਾਈ ਨਾਲ ਪੇਸ਼ ਕਰੇ। <box>191 908 310 913</box>
editorial-headline: ਸੱਚ ਦੀ ਪਹਿਰੇਦਾਰੀ ਦੀ ਲੋੜ <box>15 104 185 128</box>
econ-c2-p1: ਪੰਜਾਬ ਦੀ ਆਰਥਿਕ ਹਾਲਤ ਲਗਾਤਾਰ ਨਿਘਰਦੀ ਜਾ ਰਹੀ ਹੈ। ਕਰਜ਼ੇ ਦਾ ਬੋਝ ਵਧਦਾ ਜਾ ਰਿਹਾ ਹੈ ਅਤੇ ਆਮਦਨ ਦੇ ਸਾਧਨ ਸੀਮਤ ਹਨ। <box>377 301 437 325</box>
letter-2-body: ਸਮਾਜ ਵਿਚ ਬਰਾਬਰੀ ਲਿਆਉਣ ਲਈ ਸਿੱਖਿਆ ਸਭ ਤੋਂ ਵੱਡਾ ਹਥਿਆਰ ਹੈ। ਸਰਕਾਰ ਨੂੰ ਇਸ ਵੱਲ ਧਿਆਨ ਦੇਣਾ ਚਾਹੀਦਾ ਹੈ। <box>321 979 430 991</box>
letters-masthead-label: ਸੰਪਾਦਕ ਦੇ ਨਾਮ <box>353 909 385 928</box>
page-frame <box>8 15 679 1079</box>
editorial-body-cont <box>15 352 185 399</box>
univ-c2-p0: ਵਿਦਿਆਰਥੀਆਂ ਦਾ ਭਵਿੱਖ ਦਾਅ ਉੱਤੇ ਲੱਗਾ ਹੋਇਆ ਹੈ ਜਿਸ ਵੱਲ ਤੁਰੰਤ ਧਿਆਨ ਦੇਣ ਦੀ ਲੋੜ ਹੈ। <box>514 296 585 314</box>
bottom-left-byline: -ਅਮਰਜੀਤ ਸਿੰਘ ਸੈਣੀ <box>152 944 187 950</box>
bottom-second-title: ਜ਼ਿੰਦਗੀ ਵਿਚ ਵਰਦਾਨ <box>103 956 187 967</box>
editorial-kicker: ਅਜੋਕਾ ਯੁਗ ਵਿਚਕਾਰ ਮਨੁੱਖੀ ਸੋਚ ਦੀ ਹਾਲਤ ਹੈ, ਜਿਹੜੀ ਸੱਚੀਆਂ ਕਦਰਾਂ-ਕੀਮਤਾਂ ਤੋਂ ਦੂਰ ਹੁੰਦੀ ਜਾ ਰਹੀ ਹੈ ਅਤੇ ਸੱਚ ਦੀ ਪਹਿਰੇਦਾਰੀ ਕਰਨ ਵਾਲਿਆਂ ਦੀ ਗਿਣਤੀ ਘਟਦੀ ਜਾ ਰਹੀ ਹੈ। <box>16 89 184 100</box>
lead-c1-p0: ਸ੍ਰੀ ਗੁਰੂ ਗ੍ਰੰਥ ਸਾਹਿਬ ਜੀ ਦੀ ਬੇਅਦਬੀ ਦੀਆਂ ਘਟਨਾਵਾਂ ਨੇ ਪੰਜਾਬ ਦੇ ਮਾਹੌਲ ਨੂੰ ਲਗਾਤਾਰ ਤਣਾਅਪੂਰਨ ਬਣਾਈ ਰੱਖਿਆ ਹੈ। <box>189 63 307 75</box>
lead-c1-p3: ਜਦੋਂ ਅਸੀਂ ਸ਼ਬਦ ਦੀ ਥਾਂ ਕੇਵਲ ਪੁਸਤਕ ਰੂਪ ਦੀ ਹੀ ਪੂਜਾ ਕਰਨ ਲੱਗ ਪਈਏ ਤਾਂ ਇਹ ਗੁਰਮਤਿ ਦੇ ਮੂਲ ਸਿਧਾਂਤ ਤੋਂ ਦੂਰ ਜਾਣਾ ਹੈ। <box>189 108 307 120</box>
masthead-logo-title: ਅਜੀਤ <box>66 43 134 72</box>
econ-c1-p0: ਪੰਜਾਬ ਦੀ ਆਰਥਿਕ ਹਾਲਤ ਲਗਾਤਾਰ ਨਿਘਰਦੀ ਜਾ ਰਹੀ ਹੈ। ਕਰਜ਼ੇ ਦਾ ਬੋਝ ਵਧਦਾ ਜਾ ਰਿਹਾ ਹੈ ਅਤੇ ਆਮਦਨ ਦੇ ਸਾਧਨ ਸੀਮਤ ਹਨ। <box>314 280 374 304</box>
